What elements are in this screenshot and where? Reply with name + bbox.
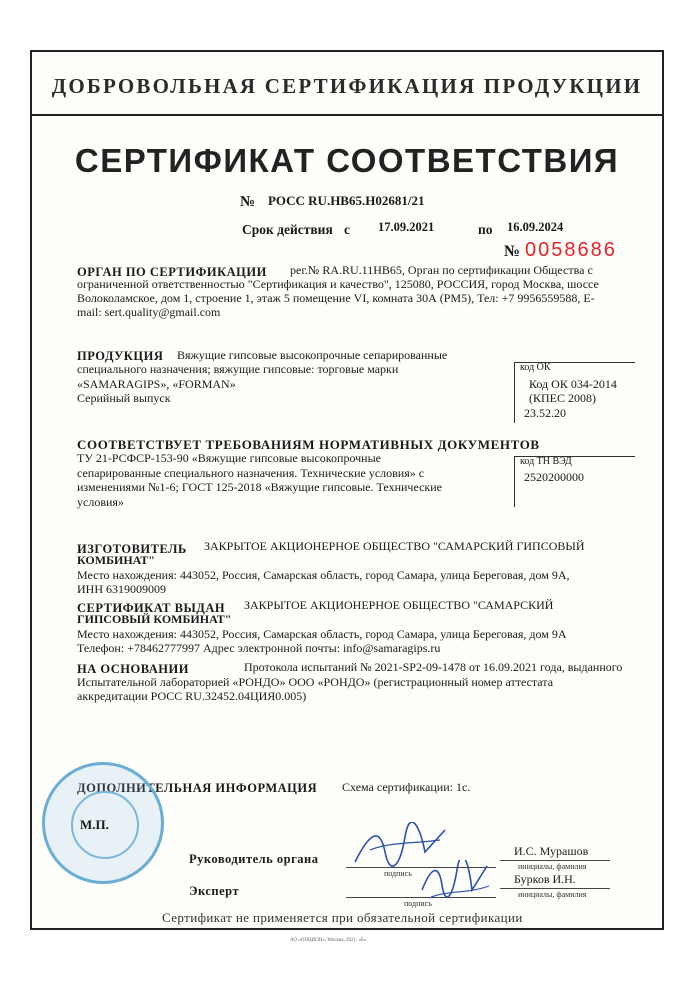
- okp-caption: код ОК: [520, 362, 551, 373]
- initials-caption: инициалы, фамилия: [518, 890, 587, 899]
- certificate-number: РОСС RU.НВ65.Н02681/21: [268, 193, 425, 208]
- issued-to-name: ЗАКРЫТОЕ АКЦИОНЕРНОЕ ОБЩЕСТВО "САМАРСКИЙ: [244, 598, 554, 612]
- head-name-line: [500, 860, 610, 861]
- footer-note: Сертификат не применяется при обязательной сертификации: [162, 910, 523, 925]
- validity-to-label: по: [478, 222, 493, 237]
- validity-from-date: 17.09.2021: [378, 220, 435, 234]
- head-name: И.С. Мурашов: [514, 844, 589, 858]
- initials-caption: инициалы, фамилия: [518, 862, 587, 871]
- issued-to-line: Место нахождения: 443052, Россия, Самарская область, город Самара, улица Береговая, дом 9А: [77, 627, 567, 641]
- tnved-value: 2520200000: [524, 470, 584, 484]
- okp-code-box: [514, 362, 635, 423]
- extra-info-label: ДОПОЛНИТЕЛЬНАЯ ИНФОРМАЦИЯ: [77, 781, 318, 795]
- basis-label: НА ОСНОВАНИИ: [77, 662, 189, 676]
- product-label: ПРОДУКЦИЯ: [77, 349, 164, 363]
- okp-value: 23.52.20: [524, 406, 566, 420]
- okp-value: Код ОК 034-2014: [529, 377, 617, 391]
- manufacturer-line: КОМБИНАТ": [77, 553, 155, 567]
- expert-label: Эксперт: [189, 884, 240, 898]
- signature-caption: подпись: [384, 869, 412, 878]
- expert-name-line: [500, 888, 610, 889]
- banner: ДОБРОВОЛЬНАЯ СЕРТИФИКАЦИЯ ПРОДУКЦИИ: [51, 74, 643, 98]
- requirements-line: сепарированные специального назначения. Технические условия» с: [77, 466, 425, 480]
- signature-caption: подпись: [404, 899, 432, 908]
- imprint: АО «ОПЦИОН», Москва, 2021, «Б»: [290, 938, 367, 943]
- issued-to-label: СЕРТИФИКАТ ВЫДАН: [77, 601, 226, 615]
- basis-line: аккредитации РОСС RU.32452.04ЦИЯ0.005): [77, 689, 307, 703]
- number-label: №: [240, 194, 256, 210]
- requirements-line: ТУ 21-РСФСР-153-90 «Вяжущие гипсовые высокопрочные: [77, 451, 381, 465]
- extra-info-value: Схема сертификации: 1с.: [342, 780, 471, 794]
- product-line: специального назначения; вяжущие гипсовые: торговые марки: [77, 362, 399, 376]
- organ-line: рег.№ RA.RU.11НВ65, Орган по сертификации Общества с: [290, 263, 593, 277]
- organ-line: mail: sert.quality@gmail.com: [77, 305, 221, 319]
- serial-number: 0058686: [525, 239, 617, 261]
- requirements-label: СООТВЕТСТВУЕТ ТРЕБОВАНИЯМ НОРМАТИВНЫХ ДОКУМЕНТОВ: [77, 437, 540, 452]
- expert-name: Бурков И.Н.: [514, 872, 576, 886]
- basis-line: Испытательной лабораторией «РОНДО» ООО «РОНДО» (регистрационный номер аттестата: [77, 675, 554, 689]
- head-of-body-label: Руководитель органа: [189, 852, 319, 866]
- issued-to-line: Телефон: +78462777997 Адрес электронной почты: info@samaragips.ru: [77, 641, 441, 655]
- mp-label: М.П.: [80, 817, 109, 832]
- basis-line: Протокола испытаний № 2021-SP2-09-1478 от 16.09.2021 года, выданного: [244, 660, 623, 674]
- expert-signature-icon: [417, 860, 497, 906]
- manufacturer-label: ИЗГОТОВИТЕЛЬ: [77, 542, 187, 556]
- organ-label: ОРГАН ПО СЕРТИФИКАЦИИ: [77, 265, 267, 279]
- requirements-line: изменениями №1-6; ГОСТ 125-2018 «Вяжущие гипсовые. Технические: [77, 480, 442, 494]
- page-title: СЕРТИФИКАТ СООТВЕТСТВИЯ: [74, 142, 620, 179]
- validity-to-date: 16.09.2024: [507, 220, 564, 234]
- manufacturer-line: ИНН 6319009009: [77, 582, 166, 596]
- okp-value: (КПЕС 2008): [529, 391, 596, 405]
- organ-line: Волоколамское, дом 1, строение 1, этаж 5 помещение VI, комната 30А (РМ5), Тел: +7 9956559588, E-: [77, 291, 595, 305]
- product-line: «SAMARAGIPS», «FORMAN»: [77, 377, 236, 391]
- validity-from-label: с: [344, 222, 350, 237]
- tnved-code-box: [514, 456, 635, 507]
- product-line: Серийный выпуск: [77, 391, 171, 405]
- manufacturer-line: Место нахождения: 443052, Россия, Самарская область, город Самара, улица Береговая, дом 9А,: [77, 568, 570, 582]
- product-line: Вяжущие гипсовые высокопрочные сепарированные: [177, 348, 448, 362]
- serial-label: №: [504, 243, 521, 260]
- organ-line: ограниченной ответственностью "Сертификация и качество", 125080, РОССИЯ, город Москва, шоссе: [77, 277, 599, 291]
- issued-to-line: ГИПСОВЫЙ КОМБИНАТ": [77, 612, 232, 626]
- validity-label: Срок действия: [242, 222, 333, 237]
- manufacturer-name: ЗАКРЫТОЕ АКЦИОНЕРНОЕ ОБЩЕСТВО "САМАРСКИЙ ГИПСОВЫЙ: [204, 539, 585, 553]
- banner-rule: [32, 114, 662, 116]
- tnved-caption: код ТН ВЭД: [520, 456, 572, 467]
- requirements-line: условия»: [77, 495, 124, 509]
